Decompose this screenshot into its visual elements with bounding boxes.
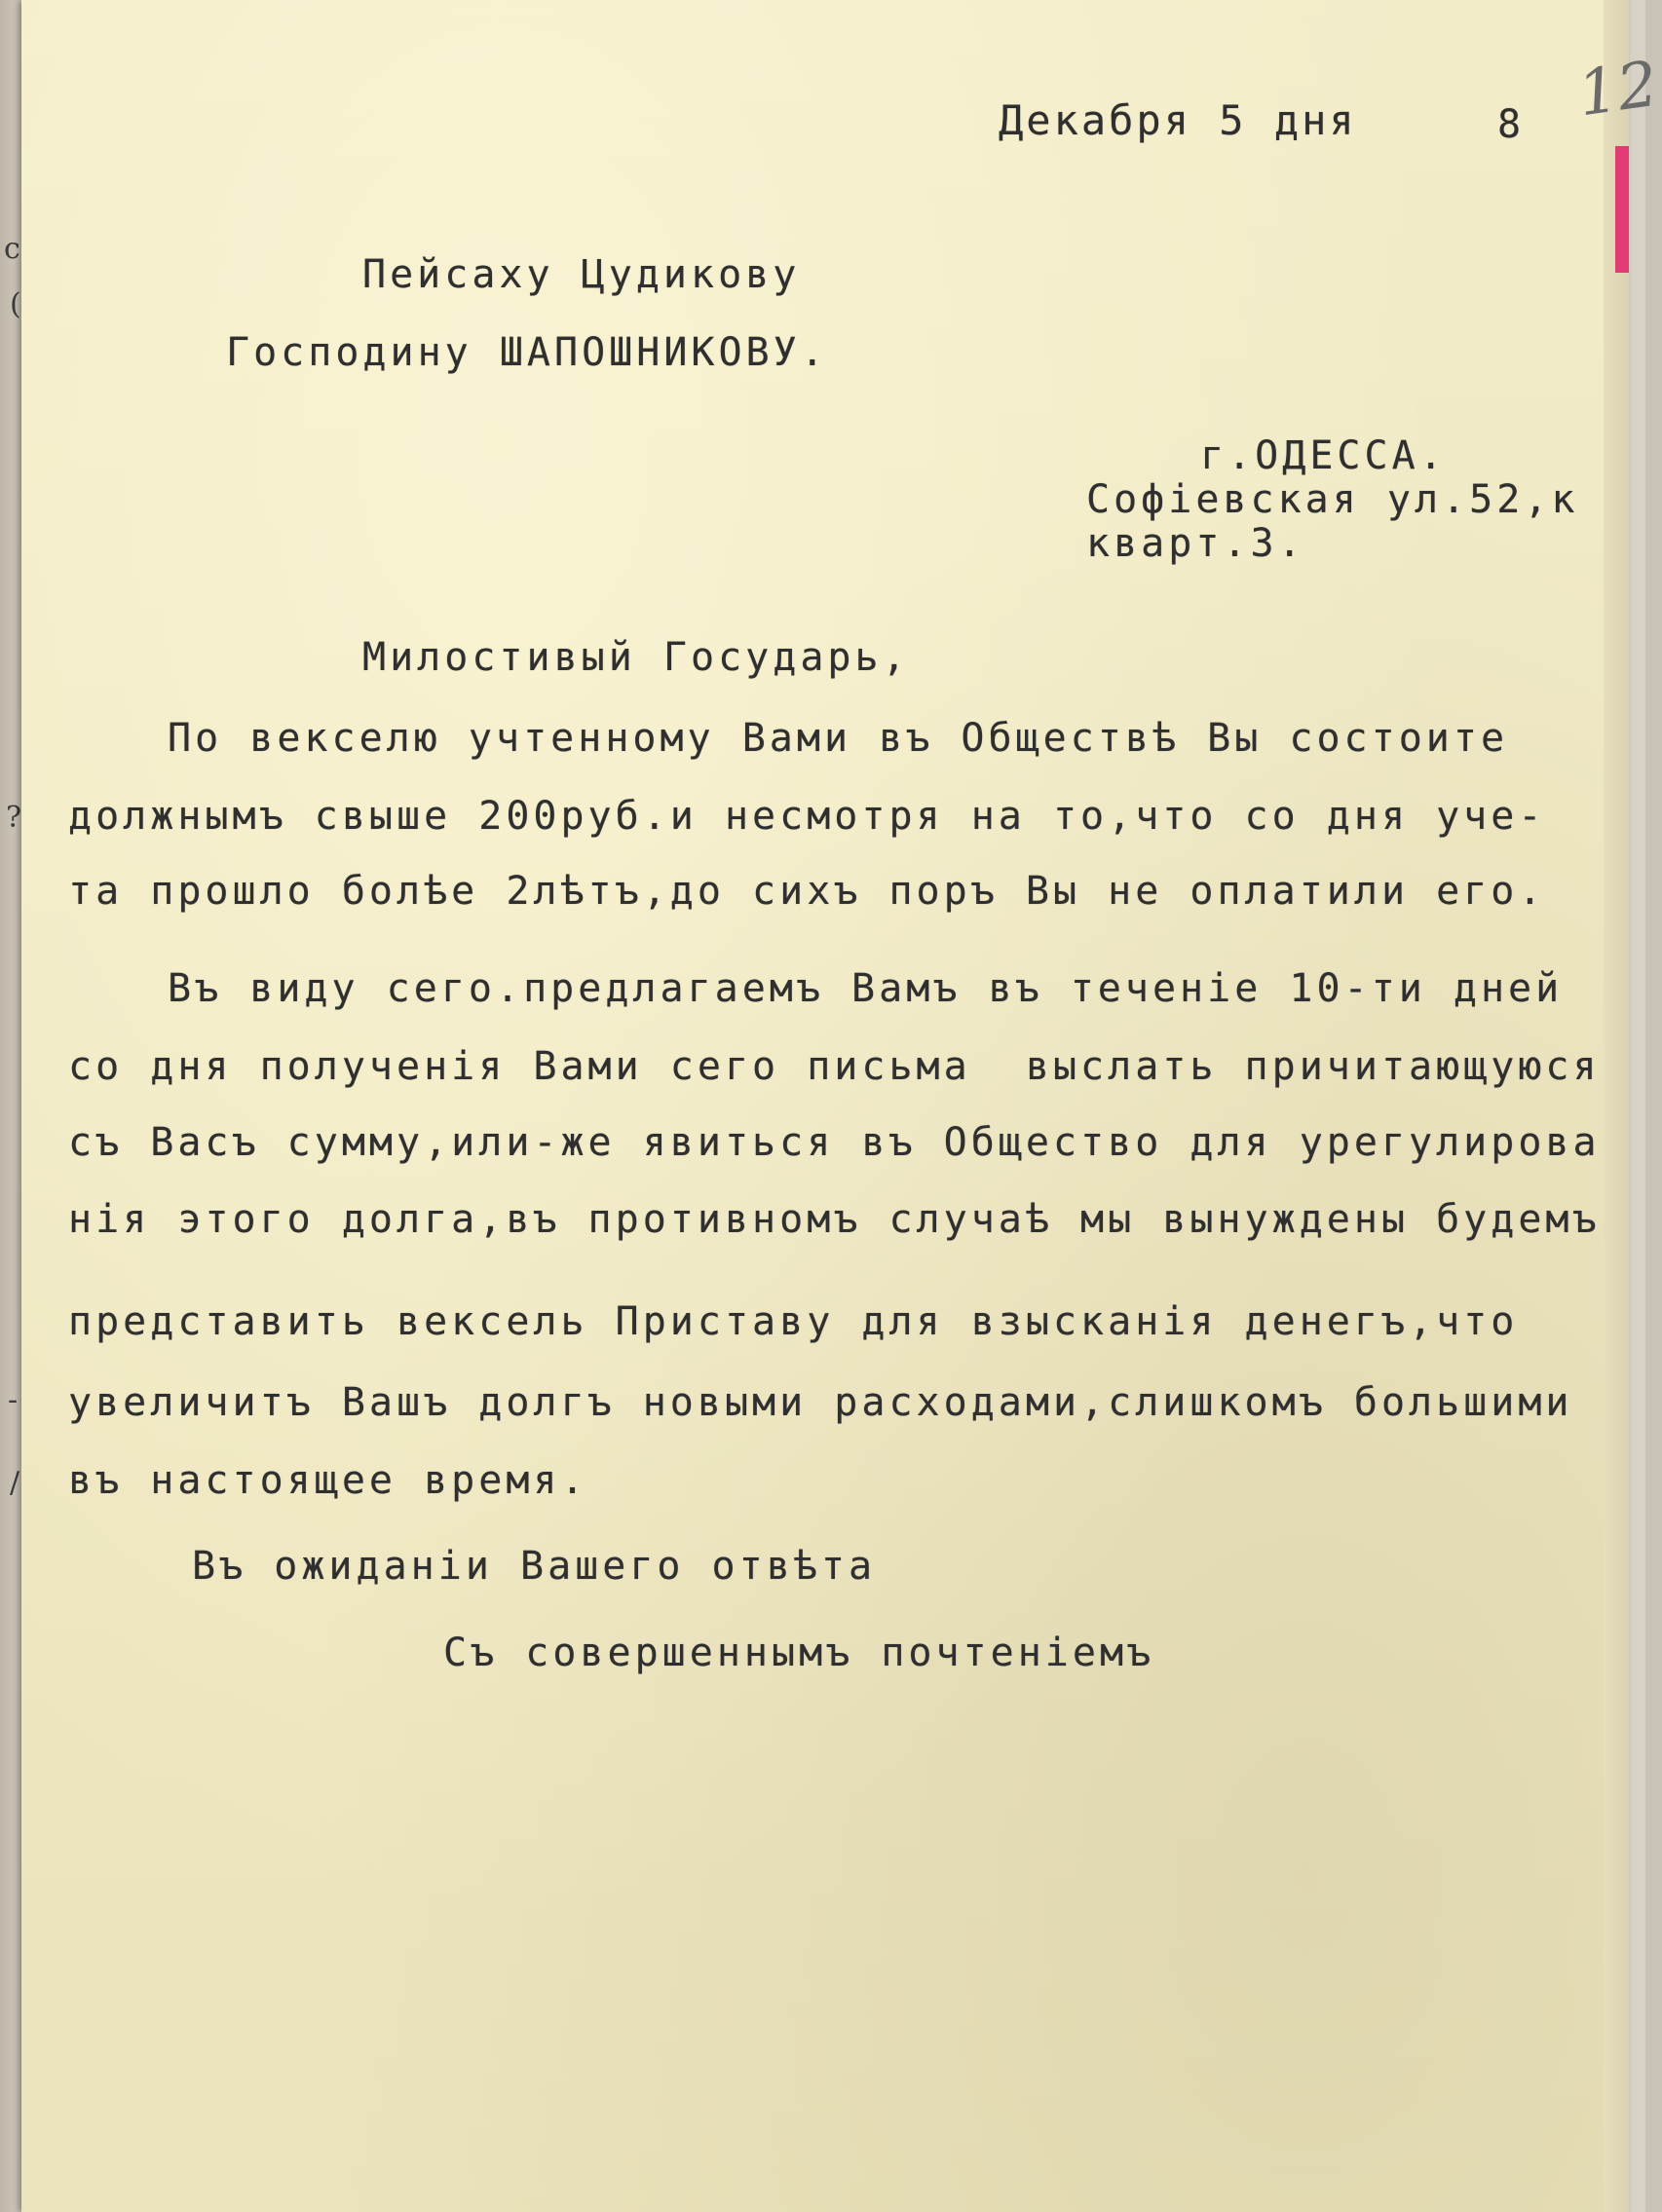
- body-line: со дня полученiя Вами сего письма выслать причитающуюся: [68, 1044, 1601, 1089]
- body-line: та прошло болѣе 2лѣтъ,до сихъ поръ Вы не оплатили его.: [68, 869, 1546, 914]
- margin-mark: -: [8, 1383, 19, 1417]
- addressee-name: Пейсаху Цудикову: [362, 252, 801, 297]
- salutation: Милостивый Государь,: [362, 635, 910, 680]
- body-line: съ Васъ сумму,или-же явиться въ Общество для урегулирова: [68, 1120, 1601, 1165]
- address-apartment: кварт.3.: [1086, 521, 1305, 566]
- complimentary-close: Съ совершеннымъ почтенiемъ: [443, 1631, 1155, 1675]
- sheet-right-edge: [1604, 0, 1629, 2212]
- address-city: г.ОДЕССА.: [1200, 433, 1447, 478]
- closing-line: Въ ожиданiи Вашего отвѣта: [192, 1544, 877, 1589]
- body-line: увеличитъ Вашъ долгъ новыми расходами,слишкомъ большими: [68, 1380, 1573, 1425]
- body-line: Въ виду сего.предлагаемъ Вамъ въ теченiе 10-ти дней: [168, 966, 1564, 1011]
- body-line: должнымъ свыше 200руб.и несмотря на то,что со дня уче-: [68, 794, 1546, 839]
- body-line: въ настоящее время.: [68, 1458, 588, 1503]
- letter-sheet: [21, 0, 1662, 2212]
- address-street: Софiевская ул.52,к: [1086, 477, 1579, 522]
- margin-mark: /: [10, 1466, 20, 1500]
- margin-mark: ?: [6, 801, 22, 835]
- body-line: По векселю учтенному Вами въ Обществѣ Вы состоите: [168, 716, 1509, 761]
- body-line: представить вексель Приставу для взысканiя денегъ,что: [68, 1299, 1519, 1344]
- addressee-surname: Господину ШАПОШНИКОВУ.: [226, 330, 828, 375]
- handwritten-folio-number: 12: [1573, 48, 1662, 131]
- letter-date: Декабря 5 дня: [999, 96, 1357, 144]
- body-line: нiя этого долга,въ противномъ случаѣ мы вынуждены будемъ: [68, 1197, 1601, 1242]
- page-number: 8: [1497, 102, 1526, 147]
- margin-mark: c: [4, 232, 20, 266]
- pink-tab-marker: [1615, 146, 1629, 273]
- margin-mark: (: [10, 287, 21, 321]
